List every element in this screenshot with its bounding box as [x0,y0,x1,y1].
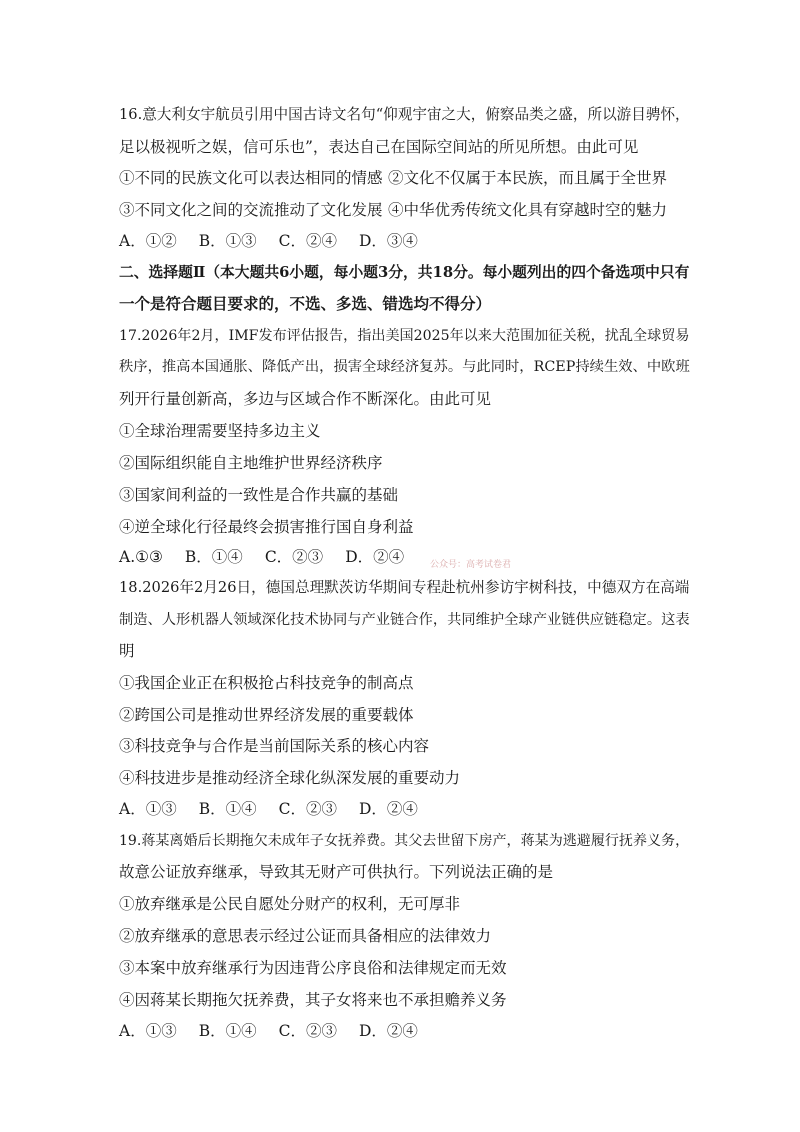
q18-choice-d: D．②④ [358,800,418,818]
q19-choice-d: D．②④ [358,1022,418,1040]
q18-choice-a: A．①③ [119,800,177,818]
q17-choice-d: D．②④ [345,548,405,566]
q16-option-row1 [119,167,383,189]
section2-header-line1: 二、选择题Ⅱ（本大题共6小题，每小题3分，共18分。每小题列出的四个备选项中只有 [119,264,690,281]
q18-choice-b: B．①④ [198,800,257,818]
q19-option-2: ②放弃继承的意思表示经过公证而具备相应的法律效力 [119,927,492,945]
q18-stem-line3: 明 [119,642,135,660]
watermark: 公众号：高考试卷君 [430,560,512,570]
q16-choices [119,230,418,252]
q17-choice-a: A.①③ [119,548,163,566]
q17-choice-b: B．①④ [184,548,243,566]
q19-stem-line2: 故意公证放弃继承，导致其无财产可供执行。下列说法正确的是 [119,863,554,881]
q19-option-3: ③本案中放弃继承行为因违背公序良俗和法律规定而无效 [119,959,507,977]
q16-stem-line1: 16.意大利女宇航员引用中国古诗文名句“仰观宇宙之大，俯察品类之盛，所以游目骋怀， [119,106,690,123]
q18-choice-c: C．②③ [278,800,337,818]
q19-choices [119,1020,418,1042]
q18-option-2: ②跨国公司是推动世界经济发展的重要载体 [119,706,414,724]
q16-option-2: ②文化不仅属于本民族，而且属于全世界 [388,169,668,187]
q18-option-1: ①我国企业正在积极抢占科技竞争的制高点 [119,674,414,692]
q18-stem-line1: 18.2026年2月26日，德国总理默茨访华期间专程赴杭州参访宇树科技，中德双方在高端 [119,579,690,596]
q16-choice-a: A．①② [119,232,177,250]
q17-stem-line1: 17.2026年2月，IMF发布评估报告，指出美国2025年以来大范围加征关税，扰乱全球贸易 [119,328,690,344]
q16-choice-b: B．①③ [198,232,257,250]
q16-option-1: ①不同的民族文化可以表达相同的情感 [119,169,383,187]
q17-stem-line3: 列开行量创新高，多边与区域合作不断深化。由此可见 [119,390,492,408]
q18-option-4: ④科技进步是推动经济全球化纵深发展的重要动力 [119,769,461,787]
section2-header-line2: 一个是符合题目要求的，不选、多选、错选均不得分） [119,294,492,313]
q16-choice-d: D．③④ [358,232,418,250]
q17-option-2: ②国际组织能自主地维护世界经济秩序 [119,454,383,472]
q19-option-4: ④因蒋某长期拖欠抚养费，其子女将来也不承担赡养义务 [119,991,507,1009]
q16-stem-line2: 足以极视听之娱，信可乐也”，表达自己在国际空间站的所见所想。由此可见 [119,138,639,156]
q16-option-3: ③不同文化之间的交流推动了文化发展 [119,201,383,219]
q16-choice-c: C．②④ [278,232,337,250]
q18-option-3: ③科技竞争与合作是当前国际关系的核心内容 [119,737,430,755]
q19-choice-a: A．①③ [119,1022,177,1040]
q17-choice-c: C．②③ [264,548,324,566]
q17-option-1: ①全球治理需要坚持多边主义 [119,422,321,440]
q19-option-1: ①放弃继承是公民自愿处分财产的权利，无可厚非 [119,895,461,913]
q17-option-3: ③国家间利益的一致性是合作共赢的基础 [119,486,399,504]
q17-stem-line2: 秩序，推高本国通胀、降低产出，损害全球经济复苏。与此同时，RCEP持续生效、中欧班 [119,359,690,375]
q19-choice-b: B．①④ [198,1022,257,1040]
q19-choice-c: C．②③ [278,1022,337,1040]
q16-option-4: ④中华优秀传统文化具有穿越时空的魅力 [388,201,668,219]
q18-choices [119,798,418,820]
q17-choices [119,546,404,568]
q17-option-4: ④逆全球化行径最终会损害推行国自身利益 [119,518,414,536]
q19-stem-line1: 19.蒋某离婚后长期拖欠未成年子女抚养费。其父去世留下房产，蒋某为逃避履行抚养义务， [119,833,690,849]
q18-stem-line2: 制造、人形机器人领域深化技术协同与产业链合作，共同维护全球产业链供应链稳定。这表 [119,612,690,628]
